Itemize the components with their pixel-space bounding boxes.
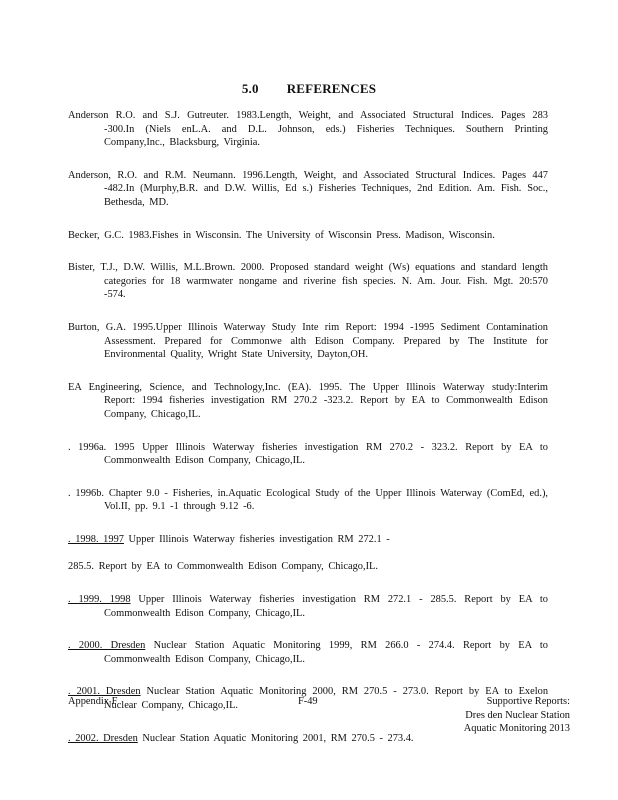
reference-text: Upper Illinois Waterway fisheries investigation RM 272.1 - 285.5. Report by EA to Commonwealth Edison Company, Chicago,IL. (104, 594, 548, 619)
section-heading (0, 81, 618, 97)
reference-entry (68, 639, 548, 666)
reference-entry (68, 441, 548, 468)
section-number: 5.0 (241, 81, 259, 96)
reference-entry (68, 321, 548, 362)
reference-text: 285.5. Report by EA to Commonwealth Edison Company, Chicago,IL. (68, 561, 378, 573)
reference-entry (68, 560, 548, 574)
reference-entry (68, 261, 548, 302)
reference-text: EA Engineering, Science, and Technology,Inc. (EA). 1995. The Upper Illinois Waterway study:Interim Report: 1994 fisheries investigation RM 270.2 -323.2. Report by EA to Commonwealth Edison Company, Chicago,IL. (68, 381, 548, 420)
reference-text: Bister, T.J., D.W. Willis, M.L.Brown. 2000. Proposed standard weight (Ws) equations and standard length categories for 18 warmwater nongame and riverine fish species. N. Am. Jour. Fish. Mgt. 20:570 -574. (68, 262, 548, 301)
reference-entry (68, 487, 548, 514)
reference-text: . 1996b. Chapter 9.0 - Fisheries, in.Aquatic Ecological Study of the Upper Illinois Waterway (ComEd, ed.), Vol.II, pp. 9.1 -1 through 9.12 -6. (68, 487, 548, 513)
reference-text: Burton, G.A. 1995.Upper Illinois Waterway Study Inte rim Report: 1994 -1995 Sediment Contamination Assessment. Prepared for Commonwe alth Edison Company. Prepared by The Institute for Environmental Quality, Wright State University, Dayton,OH. (68, 321, 548, 361)
footer-appendix: Appendix F (68, 696, 118, 707)
reference-entry (68, 109, 548, 150)
footer-report-line: Dres den Nuclear Station (465, 709, 570, 721)
section-title: REFERENCES (286, 81, 377, 96)
reference-text: . 1996a. 1995 Upper Illinois Waterway fisheries investigation RM 270.2 - 323.2. Report by EA to Commonwealth Edison Company, Chicago,IL. (68, 441, 548, 467)
reference-entry (68, 533, 548, 547)
reference-entry (68, 381, 548, 422)
footer-report-line: Supportive Reports: (486, 696, 570, 707)
reference-text: Upper Illinois Waterway fisheries investigation RM 272.1 - (123, 533, 390, 545)
reference-entry (68, 229, 548, 243)
reference-text: Becker, G.C. 1983.Fishes in Wisconsin. The University of Wisconsin Press. Madison, Wisconsin. (68, 229, 495, 241)
reference-text: Anderson, R.O. and R.M. Neumann. 1996.Length, Weight, and Associated Structural Indices. Pages 447 -482.In (Murphy,B.R. and D.W. Willis, Ed s.) Fisheries Techniques, 2nd Edition. Am. Fish. Soc., Bethesda, MD. (68, 169, 548, 208)
footer-page-number: F-49 (298, 696, 318, 707)
reference-lead: . 1999. 1998 (68, 594, 131, 606)
footer-report-line: Aquatic Monitoring 2013 (463, 723, 570, 735)
reference-lead: . 2001. Dresden (68, 686, 141, 698)
reference-text: Nuclear Station Aquatic Monitoring 1999, RM 266.0 - 274.4. Report by EA to Commonwealth Edison Company, Chicago,IL. (104, 640, 548, 665)
footer-report-title (464, 695, 570, 736)
reference-entry (68, 169, 548, 210)
reference-list (68, 109, 548, 764)
reference-lead: . 2000. Dresden (68, 640, 146, 652)
reference-lead: . 2002. Dresden (68, 732, 138, 744)
reference-text: Nuclear Station Aquatic Monitoring 2001, RM 270.5 - 273.4. (137, 732, 414, 744)
reference-entry (68, 593, 548, 620)
reference-lead: . 1998. 1997 (68, 533, 124, 545)
reference-text: Anderson R.O. and S.J. Gutreuter. 1983.Length, Weight, and Associated Structural Indices. Pages 283 -300.In (Niels enL.A. and D.L. Johnson, eds.) Fisheries Techniques. Southern Printing Company,Inc., Blacksburg, Virginia. (68, 110, 548, 149)
reference-text: Nuclear Station Aquatic Monitoring 2000, RM 270.5 - 273.0. Report by EA to Exelon Nuclear Company, Chicago,IL. (104, 686, 549, 712)
